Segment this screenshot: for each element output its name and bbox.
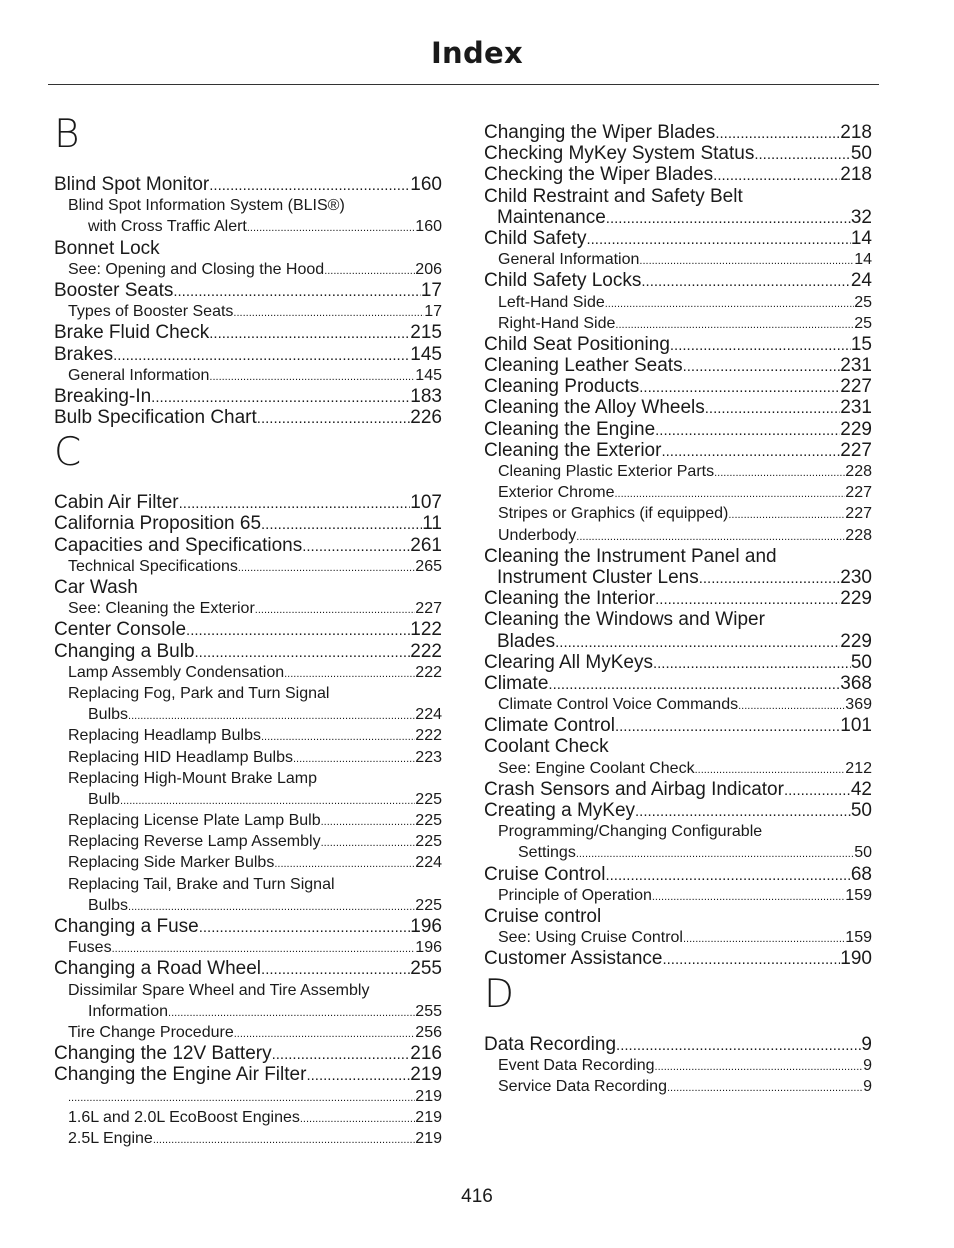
index-subentry: Replacing HID Headlamp Bulbs ..... 223 bbox=[54, 747, 442, 768]
index-entry: Changing the 12V Battery ..... 216 bbox=[54, 1043, 442, 1064]
index-entry: Child Restraint and Safety Belt bbox=[484, 185, 743, 207]
index-subentry: General Information ..... 145 bbox=[54, 365, 442, 386]
title-divider bbox=[48, 84, 879, 85]
index-subentry: Blind Spot Information System (BLIS®) bbox=[68, 197, 345, 215]
index-subentry: Programming/Changing Configurable bbox=[498, 823, 763, 841]
index-entry: Breaking-In ..... 183 bbox=[54, 386, 442, 407]
index-subentry: Lamp Assembly Condensation ..... 222 bbox=[54, 662, 442, 683]
index-entry: California Proposition 65 ..... 11 bbox=[54, 513, 442, 534]
index-entry: Climate ..... 368 bbox=[484, 673, 872, 694]
section-letter-c: C bbox=[54, 430, 82, 476]
index-entry: Car Wash bbox=[54, 577, 138, 598]
index-entry: Changing a Road Wheel ..... 255 bbox=[54, 958, 442, 979]
index-subentry: 1.6L and 2.0L EcoBoost Engines ..... 219 bbox=[54, 1107, 442, 1128]
index-entry: Climate Control ..... 101 bbox=[484, 715, 872, 736]
index-entry: Blind Spot Monitor ..... 160 bbox=[54, 174, 442, 195]
index-subentry: Fuses ..... 196 bbox=[54, 937, 442, 958]
index-subentry: Replacing Side Marker Bulbs ..... 224 bbox=[54, 852, 442, 873]
index-entry: Checking the Wiper Blades ..... 218 bbox=[484, 164, 872, 185]
index-entry: Bulb Specification Chart ..... 226 bbox=[54, 407, 442, 428]
section-letter-d: D bbox=[484, 971, 515, 1017]
index-subentry: Service Data Recording ..... 9 bbox=[484, 1076, 872, 1097]
index-entry: Child Safety ..... 14 bbox=[484, 228, 872, 249]
index-entry: Changing a Fuse ..... 196 bbox=[54, 916, 442, 937]
section-letter-b: B bbox=[54, 112, 80, 157]
index-subentry: Replacing Fog, Park and Turn Signal bbox=[68, 684, 330, 702]
index-entry: Cleaning the Engine ..... 229 bbox=[484, 419, 872, 440]
index-entry: Changing the Wiper Blades ..... 218 bbox=[484, 122, 872, 143]
index-entry: Coolant Check bbox=[484, 736, 609, 758]
index-subentry: Stripes or Graphics (if equipped) ..... 227 bbox=[484, 503, 872, 524]
index-entry: Brakes ..... 145 bbox=[54, 344, 442, 365]
index-subentry: Principle of Operation ..... 159 bbox=[484, 885, 872, 906]
index-column-left bbox=[54, 110, 442, 1149]
index-entry: Clearing All MyKeys ..... 50 bbox=[484, 652, 872, 673]
index-subentry: Replacing Tail, Brake and Turn Signal bbox=[68, 875, 335, 893]
index-subentry: ..... 219 bbox=[54, 1086, 442, 1107]
index-subentry: General Information ..... 14 bbox=[484, 249, 872, 270]
index-subentry: Bulb ..... 225 bbox=[54, 789, 442, 810]
index-entry-continued: Blades ..... 229 bbox=[484, 631, 872, 652]
index-subentry: See: Cleaning the Exterior ..... 227 bbox=[54, 598, 442, 619]
index-subentry: Technical Specifications ..... 265 bbox=[54, 556, 442, 577]
index-entry: Cleaning the Interior ..... 229 bbox=[484, 588, 872, 609]
index-subentry: Underbody ..... 228 bbox=[484, 525, 872, 546]
index-subentry: 2.5L Engine ..... 219 bbox=[54, 1128, 442, 1149]
index-entry: Cleaning the Windows and Wiper bbox=[484, 609, 765, 631]
index-entry: Bonnet Lock bbox=[54, 237, 160, 259]
index-entry-continued: Maintenance ..... 32 bbox=[484, 207, 872, 228]
index-entry: Cleaning Products ..... 227 bbox=[484, 376, 872, 397]
index-entry: Center Console ..... 122 bbox=[54, 619, 442, 640]
index-subentry: Information ..... 255 bbox=[54, 1001, 442, 1022]
index-entry: Child Safety Locks ..... 24 bbox=[484, 270, 872, 291]
index-subentry: See: Using Cruise Control ..... 159 bbox=[484, 927, 872, 948]
index-entry: Cruise Control ..... 68 bbox=[484, 864, 872, 885]
index-entry: Data Recording ..... 9 bbox=[484, 1034, 872, 1055]
index-entry: Changing a Bulb ..... 222 bbox=[54, 641, 442, 662]
index-entry: Checking MyKey System Status ..... 50 bbox=[484, 143, 872, 164]
index-subentry: Settings ..... 50 bbox=[484, 842, 872, 863]
index-column-right bbox=[484, 122, 872, 1097]
index-subentry: See: Opening and Closing the Hood ..... 206 bbox=[54, 259, 442, 280]
index-subentry: Types of Booster Seats ..... 17 bbox=[54, 301, 442, 322]
index-subentry: Event Data Recording ..... 9 bbox=[484, 1055, 872, 1076]
index-subentry: Exterior Chrome ..... 227 bbox=[484, 482, 872, 503]
index-entry-continued: Instrument Cluster Lens ..... 230 bbox=[484, 567, 872, 588]
index-entry: Cleaning the Alloy Wheels ..... 231 bbox=[484, 397, 872, 418]
index-subentry: Climate Control Voice Commands ..... 369 bbox=[484, 694, 872, 715]
index-entry: Cleaning the Exterior ..... 227 bbox=[484, 440, 872, 461]
index-entry: Crash Sensors and Airbag Indicator ..... 42 bbox=[484, 779, 872, 800]
index-entry: Cabin Air Filter ..... 107 bbox=[54, 492, 442, 513]
index-entry: Booster Seats ..... 17 bbox=[54, 280, 442, 301]
index-subentry: Bulbs ..... 224 bbox=[54, 704, 442, 725]
index-subentry: Bulbs ..... 225 bbox=[54, 895, 442, 916]
index-entry: Customer Assistance ..... 190 bbox=[484, 948, 872, 969]
index-subentry: Right-Hand Side ..... 25 bbox=[484, 313, 872, 334]
index-subentry: Replacing License Plate Lamp Bulb ..... 225 bbox=[54, 810, 442, 831]
index-subentry: Replacing Reverse Lamp Assembly ..... 225 bbox=[54, 831, 442, 852]
index-subentry: Replacing Headlamp Bulbs ..... 222 bbox=[54, 725, 442, 746]
index-subentry: Replacing High-Mount Brake Lamp bbox=[68, 769, 318, 787]
index-entry: Cleaning the Instrument Panel and bbox=[484, 545, 777, 567]
index-subentry: with Cross Traffic Alert ..... 160 bbox=[54, 216, 442, 237]
index-subentry: Cleaning Plastic Exterior Parts ..... 228 bbox=[484, 461, 872, 482]
page-title: Index bbox=[430, 36, 524, 70]
index-entry: Changing the Engine Air Filter ..... 219 bbox=[54, 1064, 442, 1085]
index-subentry: Left-Hand Side ..... 25 bbox=[484, 292, 872, 313]
index-subentry: Tire Change Procedure ..... 256 bbox=[54, 1022, 442, 1043]
index-entry: Creating a MyKey ..... 50 bbox=[484, 800, 872, 821]
index-entry: Cruise control bbox=[484, 905, 602, 927]
index-entry: Capacities and Specifications ..... 261 bbox=[54, 535, 442, 556]
page-number: 416 bbox=[461, 1186, 493, 1207]
index-entry: Cleaning Leather Seats ..... 231 bbox=[484, 355, 872, 376]
index-entry: Brake Fluid Check ..... 215 bbox=[54, 322, 442, 343]
index-subentry: See: Engine Coolant Check ..... 212 bbox=[484, 758, 872, 779]
index-subentry: Dissimilar Spare Wheel and Tire Assembly bbox=[68, 981, 370, 999]
index-entry: Child Seat Positioning ..... 15 bbox=[484, 334, 872, 355]
